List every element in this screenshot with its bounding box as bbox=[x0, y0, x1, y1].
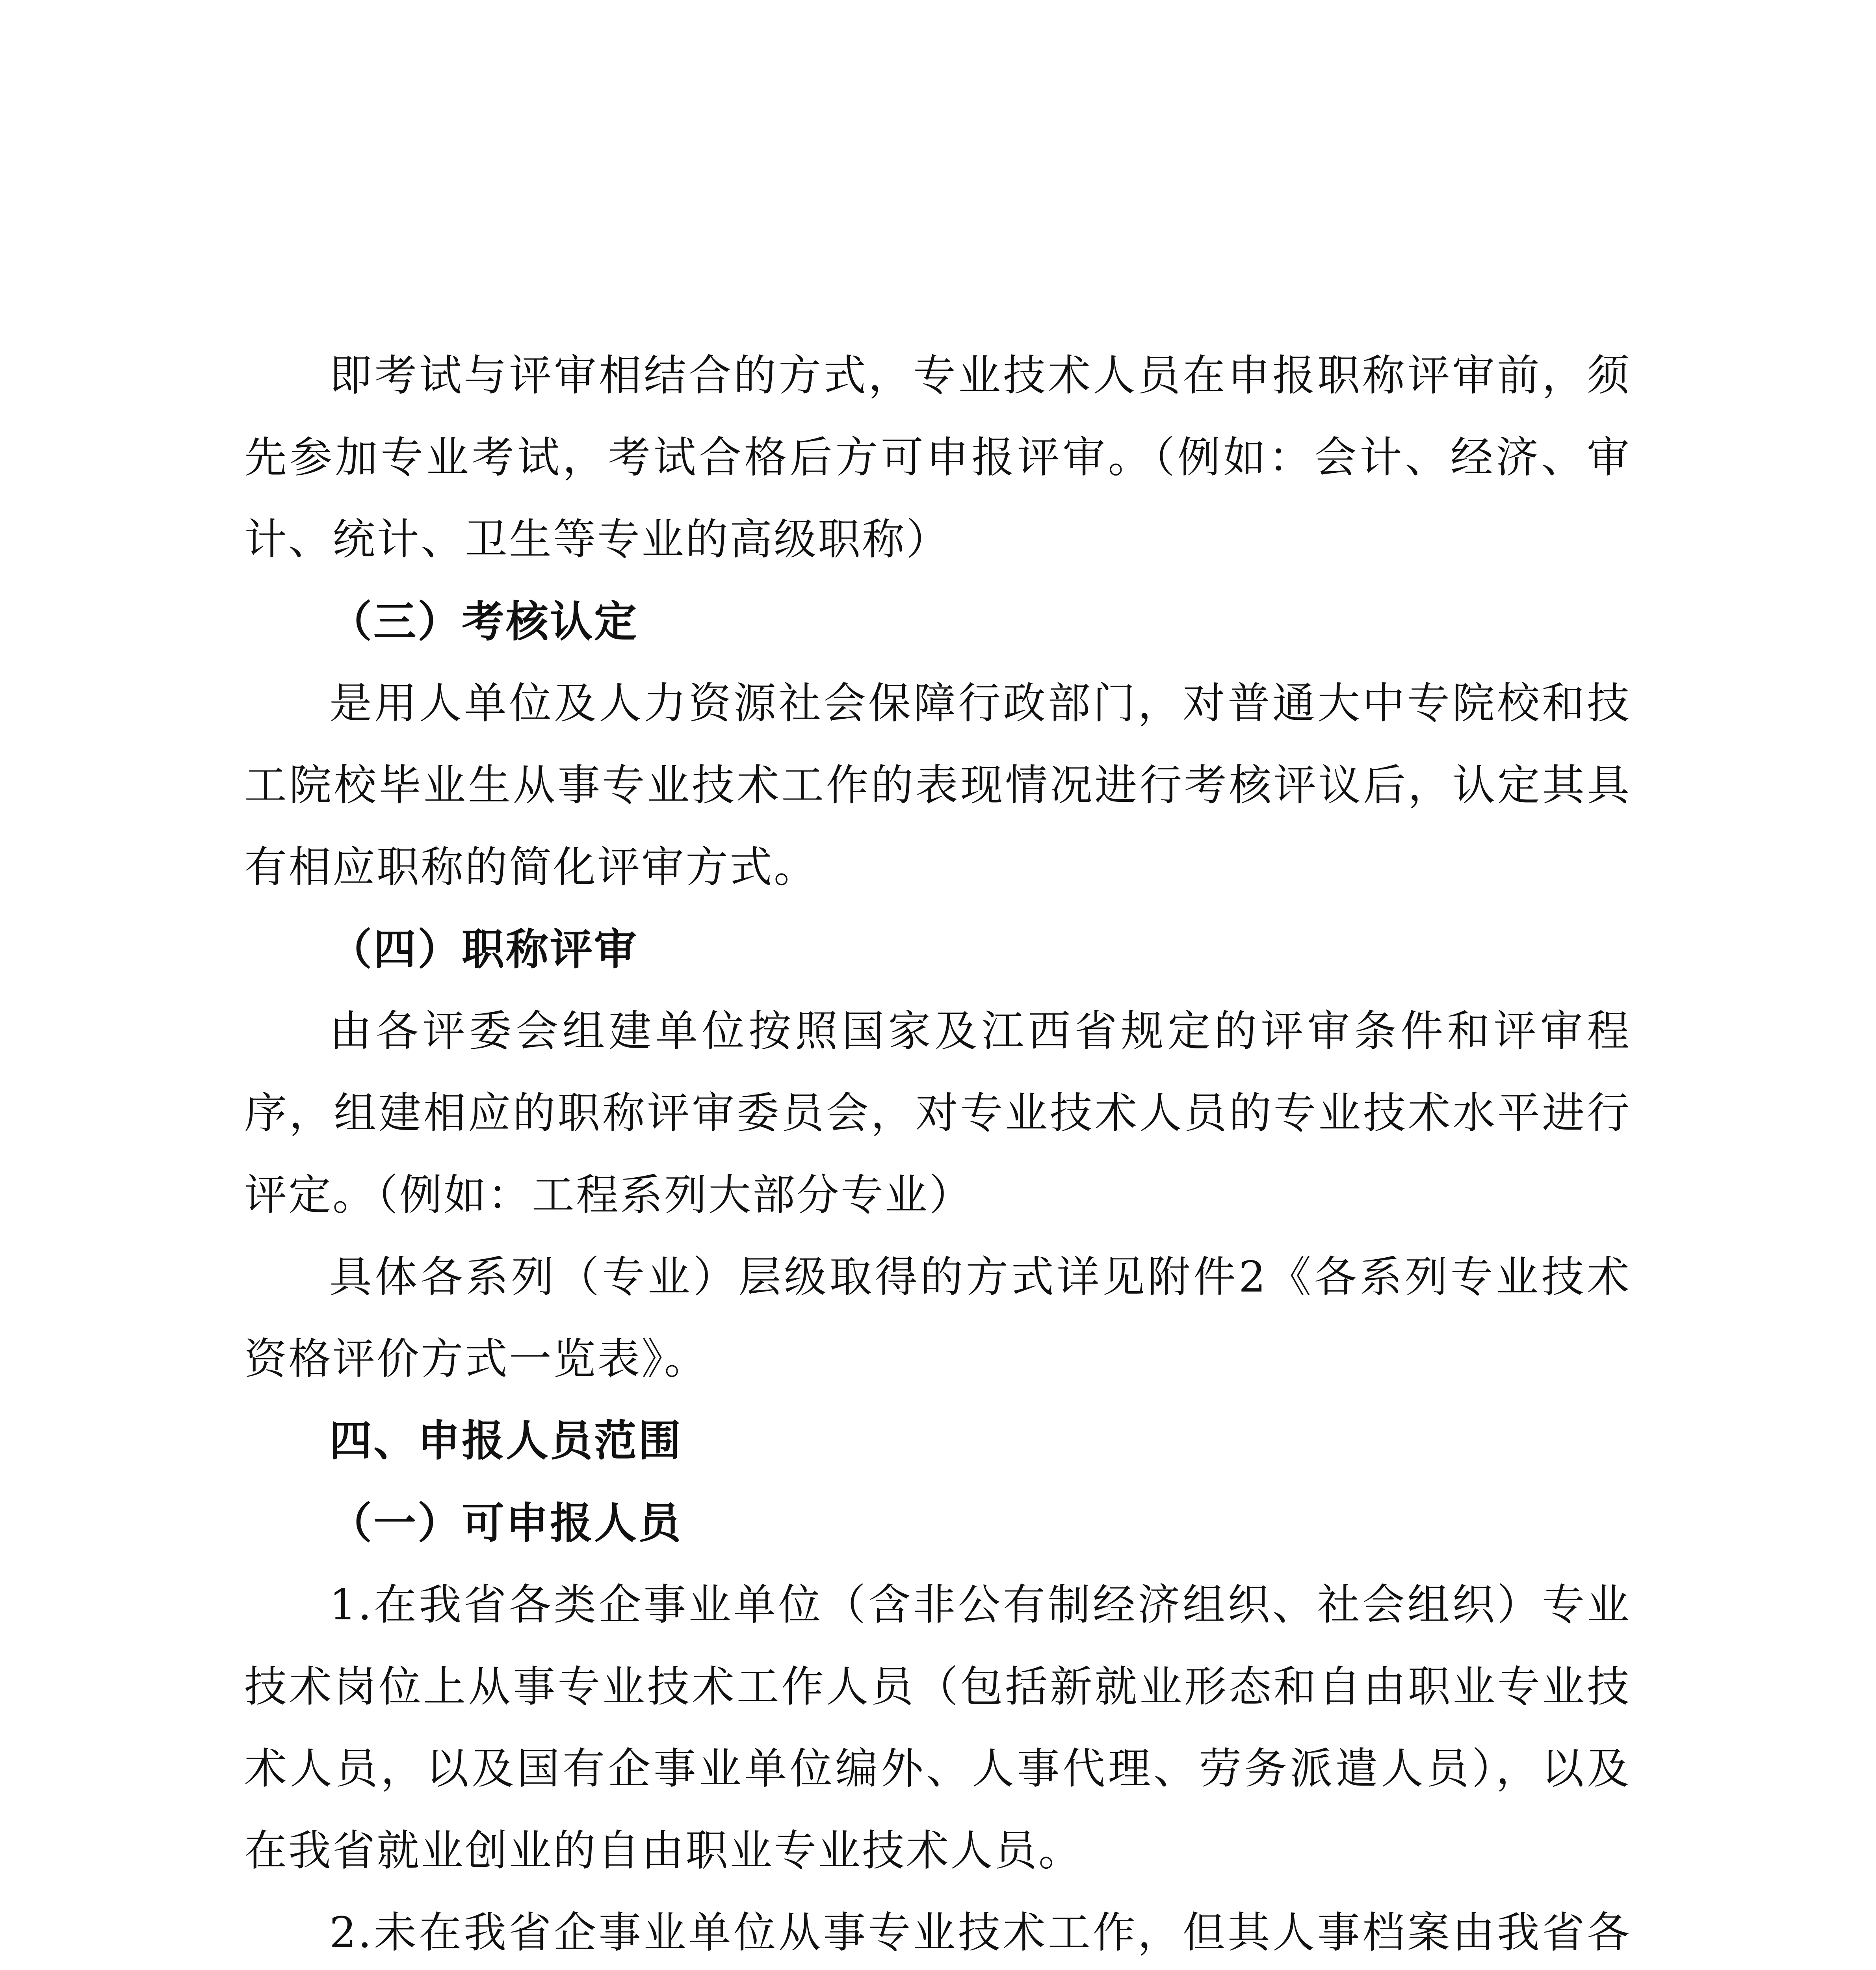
heading-assessment: （三）考核认定 bbox=[329, 597, 639, 647]
paragraph-item-2: 2.未在我省企事业单位从事专业技术工作，但其人事档案由我省各 bbox=[329, 1908, 1631, 1957]
paragraph-exam-review: 即考试与评审相结合的方式，专业技术人员在申报职称评审前，须先参加专业考试，考试合格后方可申报评审。（例如：会计、经济、审计、统计、卫生等专业的高级职称） bbox=[244, 351, 1631, 564]
paragraph-item-1: 1.在我省各类企事业单位（含非公有制经济组织、社会组织）专业技术岗位上从事专业技术工作人员（包括新就业形态和自由职业专业技术人员，以及国有企事业单位编外、人事代理、劳务派遣人员），以及在我省就业创业的自由职业专业技术人员。 bbox=[244, 1580, 1631, 1875]
section-applicant-scope: 四、申报人员范围 bbox=[329, 1416, 683, 1466]
heading-title-review: （四）职称评审 bbox=[329, 925, 639, 974]
paragraph-attachment-reference: 具体各系列（专业）层级取得的方式详见附件2《各系列专业技术资格评价方式一览表》。 bbox=[244, 1253, 1631, 1384]
heading-eligible-applicants: （一）可申报人员 bbox=[329, 1498, 683, 1548]
document-body bbox=[244, 335, 1631, 1970]
paragraph-title-review: 由各评委会组建单位按照国家及江西省规定的评审条件和评审程序，组建相应的职称评审委员会，对专业技术人员的专业技术水平进行评定。（例如：工程系列大部分专业） bbox=[244, 1007, 1631, 1220]
paragraph-assessment: 是用人单位及人力资源社会保障行政部门，对普通大中专院校和技工院校毕业生从事专业技术工作的表现情况进行考核评议后，认定其具有相应职称的简化评审方式。 bbox=[244, 679, 1631, 892]
